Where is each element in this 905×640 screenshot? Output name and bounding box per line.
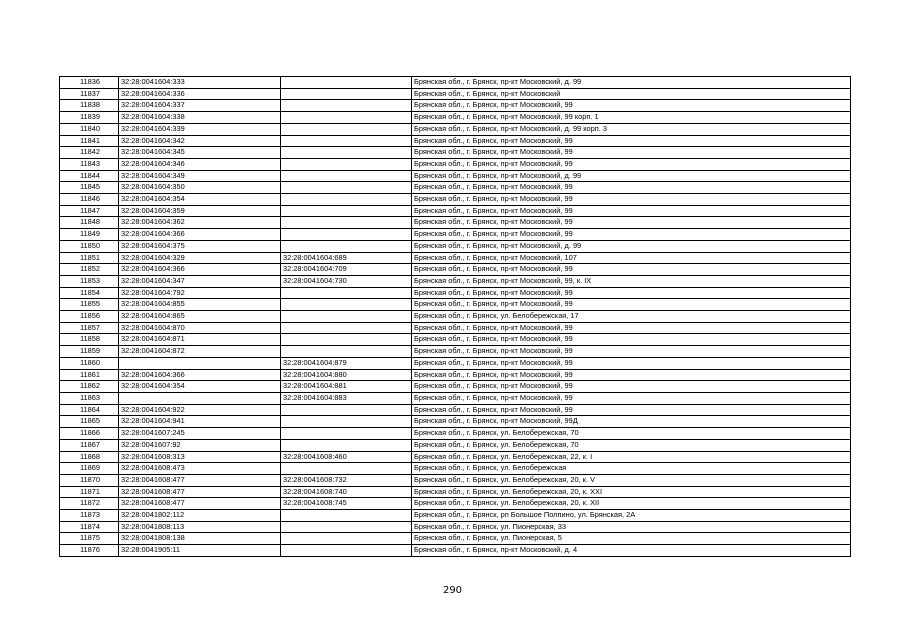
- related-cadastral-number-cell: 32:28:0041608:732: [281, 474, 412, 486]
- address-cell: Брянская обл., г. Брянск, пр-кт Московский, д. 99: [412, 77, 851, 89]
- row-number-cell: 11874: [60, 521, 119, 533]
- cadastral-number-cell: 32:28:0041604:922: [119, 404, 281, 416]
- cadastral-number-cell: 32:28:0041802:112: [119, 510, 281, 522]
- table-row: [60, 416, 851, 428]
- address-cell: Брянская обл., г. Брянск, ул. Белобережская, 20, к. V: [412, 474, 851, 486]
- cadastral-number-cell: 32:28:0041604:855: [119, 299, 281, 311]
- table-row: [60, 486, 851, 498]
- cadastral-number-cell: 32:28:0041604:366: [119, 264, 281, 276]
- cadastral-number-cell: 32:28:0041608:313: [119, 451, 281, 463]
- table-row: [60, 158, 851, 170]
- address-cell: Брянская обл., г. Брянск, пр-кт Московский, д. 99 корп. 3: [412, 123, 851, 135]
- table-row: [60, 322, 851, 334]
- row-number-cell: 11860: [60, 357, 119, 369]
- row-number-cell: 11876: [60, 545, 119, 557]
- row-number-cell: 11857: [60, 322, 119, 334]
- address-cell: Брянская обл., г. Брянск, пр-кт Московский, 99: [412, 381, 851, 393]
- table-row: [60, 498, 851, 510]
- table-row: [60, 77, 851, 89]
- related-cadastral-number-cell: [281, 334, 412, 346]
- table-row: [60, 240, 851, 252]
- table-row: [60, 334, 851, 346]
- address-cell: Брянская обл., г. Брянск, пр-кт Московский, 99, к. IX: [412, 275, 851, 287]
- row-number-cell: 11861: [60, 369, 119, 381]
- cadastral-number-cell: 32:28:0041604:339: [119, 123, 281, 135]
- cadastral-number-cell: 32:28:0041608:477: [119, 474, 281, 486]
- cadastral-number-cell: 32:28:0041808:113: [119, 521, 281, 533]
- address-cell: Брянская обл., г. Брянск, пр-кт Московский, 99: [412, 217, 851, 229]
- table-row: [60, 88, 851, 100]
- row-number-cell: 11837: [60, 88, 119, 100]
- row-number-cell: 11867: [60, 439, 119, 451]
- row-number-cell: 11849: [60, 229, 119, 241]
- related-cadastral-number-cell: [281, 217, 412, 229]
- cadastral-number-cell: 32:28:0041604:792: [119, 287, 281, 299]
- row-number-cell: 11845: [60, 182, 119, 194]
- related-cadastral-number-cell: [281, 416, 412, 428]
- table-row: [60, 229, 851, 241]
- row-number-cell: 11838: [60, 100, 119, 112]
- cadastral-number-cell: 32:28:0041604:870: [119, 322, 281, 334]
- row-number-cell: 11853: [60, 275, 119, 287]
- related-cadastral-number-cell: 32:28:0041604:879: [281, 357, 412, 369]
- row-number-cell: 11869: [60, 463, 119, 475]
- related-cadastral-number-cell: 32:28:0041604:880: [281, 369, 412, 381]
- related-cadastral-number-cell: 32:28:0041608:745: [281, 498, 412, 510]
- table-body: [60, 77, 851, 557]
- related-cadastral-number-cell: [281, 510, 412, 522]
- related-cadastral-number-cell: 32:28:0041604:883: [281, 392, 412, 404]
- table-row: [60, 346, 851, 358]
- table-row: [60, 170, 851, 182]
- row-number-cell: 11873: [60, 510, 119, 522]
- row-number-cell: 11870: [60, 474, 119, 486]
- related-cadastral-number-cell: 32:28:0041608:460: [281, 451, 412, 463]
- related-cadastral-number-cell: [281, 194, 412, 206]
- cadastral-number-cell: 32:28:0041604:337: [119, 100, 281, 112]
- table-row: [60, 357, 851, 369]
- row-number-cell: 11844: [60, 170, 119, 182]
- address-cell: Брянская обл., г. Брянск, пр-кт Московский, 99: [412, 194, 851, 206]
- table-row: [60, 521, 851, 533]
- row-number-cell: 11854: [60, 287, 119, 299]
- address-cell: Брянская обл., г. Брянск, ул. Белобережская, 22, к. I: [412, 451, 851, 463]
- address-cell: Брянская обл., г. Брянск, ул. Белобережская, 70: [412, 428, 851, 440]
- address-cell: Брянская обл., г. Брянск, пр-кт Московский, д. 99: [412, 240, 851, 252]
- row-number-cell: 11847: [60, 205, 119, 217]
- address-cell: Брянская обл., г. Брянск, пр-кт Московский, 99: [412, 147, 851, 159]
- address-cell: Брянская обл., г. Брянск, пр-кт Московский, 99: [412, 100, 851, 112]
- cadastral-number-cell: 32:28:0041604:871: [119, 334, 281, 346]
- address-cell: Брянская обл., г. Брянск, пр-кт Московский, 99: [412, 182, 851, 194]
- document-page: [59, 76, 851, 557]
- address-cell: Брянская обл., г. Брянск, пр-кт Московский, 99: [412, 158, 851, 170]
- row-number-cell: 11872: [60, 498, 119, 510]
- address-cell: Брянская обл., г. Брянск, пр-кт Московский, 99Д: [412, 416, 851, 428]
- related-cadastral-number-cell: [281, 170, 412, 182]
- related-cadastral-number-cell: [281, 88, 412, 100]
- table-row: [60, 381, 851, 393]
- table-row: [60, 135, 851, 147]
- table-row: [60, 369, 851, 381]
- cadastral-number-cell: 32:28:0041608:473: [119, 463, 281, 475]
- address-cell: Брянская обл., г. Брянск, ул. Белобережская, 70: [412, 439, 851, 451]
- table-row: [60, 510, 851, 522]
- table-row: [60, 451, 851, 463]
- related-cadastral-number-cell: [281, 346, 412, 358]
- row-number-cell: 11863: [60, 392, 119, 404]
- table-row: [60, 194, 851, 206]
- related-cadastral-number-cell: [281, 240, 412, 252]
- table-row: [60, 100, 851, 112]
- cadastral-number-cell: 32:28:0041604:865: [119, 311, 281, 323]
- related-cadastral-number-cell: [281, 533, 412, 545]
- cadastral-number-cell: 32:28:0041607:92: [119, 439, 281, 451]
- address-cell: Брянская обл., г. Брянск, пр-кт Московский, 99: [412, 287, 851, 299]
- row-number-cell: 11864: [60, 404, 119, 416]
- cadastral-number-cell: 32:28:0041905:11: [119, 545, 281, 557]
- cadastral-number-cell: 32:28:0041604:329: [119, 252, 281, 264]
- related-cadastral-number-cell: [281, 404, 412, 416]
- cadastral-number-cell: 32:28:0041604:362: [119, 217, 281, 229]
- row-number-cell: 11871: [60, 486, 119, 498]
- related-cadastral-number-cell: [281, 182, 412, 194]
- page-number: 290: [442, 585, 463, 596]
- address-cell: Брянская обл., г. Брянск, пр-кт Московский, 99: [412, 135, 851, 147]
- address-cell: Брянская обл., г. Брянск, пр-кт Московский, 99: [412, 404, 851, 416]
- related-cadastral-number-cell: [281, 229, 412, 241]
- cadastral-number-cell: 32:28:0041604:359: [119, 205, 281, 217]
- table-row: [60, 205, 851, 217]
- row-number-cell: 11842: [60, 147, 119, 159]
- cadastral-number-cell: 32:28:0041604:941: [119, 416, 281, 428]
- related-cadastral-number-cell: [281, 123, 412, 135]
- row-number-cell: 11843: [60, 158, 119, 170]
- cadastral-number-cell: 32:28:0041604:347: [119, 275, 281, 287]
- related-cadastral-number-cell: [281, 158, 412, 170]
- cadastral-number-cell: 32:28:0041604:349: [119, 170, 281, 182]
- row-number-cell: 11836: [60, 77, 119, 89]
- row-number-cell: 11875: [60, 533, 119, 545]
- address-cell: Брянская обл., г. Брянск, пр-кт Московский, 99 корп. 1: [412, 112, 851, 124]
- table-row: [60, 112, 851, 124]
- row-number-cell: 11846: [60, 194, 119, 206]
- table-row: [60, 545, 851, 557]
- address-cell: Брянская обл., г. Брянск, пр-кт Московский, 99: [412, 357, 851, 369]
- address-cell: Брянская обл., г. Брянск, ул. Пионерская, 33: [412, 521, 851, 533]
- cadastral-number-cell: 32:28:0041604:342: [119, 135, 281, 147]
- cadastral-register-table: [59, 76, 851, 557]
- table-row: [60, 533, 851, 545]
- related-cadastral-number-cell: 32:28:0041604:881: [281, 381, 412, 393]
- table-row: [60, 428, 851, 440]
- row-number-cell: 11865: [60, 416, 119, 428]
- address-cell: Брянская обл., г. Брянск, ул. Белобережская, 20, к. XXI: [412, 486, 851, 498]
- related-cadastral-number-cell: [281, 463, 412, 475]
- address-cell: Брянская обл., г. Брянск, пр-кт Московский: [412, 88, 851, 100]
- row-number-cell: 11858: [60, 334, 119, 346]
- address-cell: Брянская обл., г. Брянск, пр-кт Московский, 99: [412, 334, 851, 346]
- table-row: [60, 311, 851, 323]
- address-cell: Брянская обл., г. Брянск, пр-кт Московский, д. 99: [412, 170, 851, 182]
- related-cadastral-number-cell: [281, 147, 412, 159]
- address-cell: Брянская обл., г. Брянск, пр-кт Московский, 99: [412, 205, 851, 217]
- related-cadastral-number-cell: [281, 77, 412, 89]
- address-cell: Брянская обл., г. Брянск, ул. Белобережская, 17: [412, 311, 851, 323]
- row-number-cell: 11852: [60, 264, 119, 276]
- related-cadastral-number-cell: [281, 545, 412, 557]
- cadastral-number-cell: 32:28:0041604:338: [119, 112, 281, 124]
- related-cadastral-number-cell: 32:28:0041604:730: [281, 275, 412, 287]
- address-cell: Брянская обл., г. Брянск, пр-кт Московский, 99: [412, 369, 851, 381]
- related-cadastral-number-cell: [281, 322, 412, 334]
- row-number-cell: 11855: [60, 299, 119, 311]
- related-cadastral-number-cell: [281, 439, 412, 451]
- cadastral-number-cell: 32:28:0041604:350: [119, 182, 281, 194]
- cadastral-number-cell: 32:28:0041808:138: [119, 533, 281, 545]
- row-number-cell: 11839: [60, 112, 119, 124]
- cadastral-number-cell: 32:28:0041604:354: [119, 381, 281, 393]
- address-cell: Брянская обл., г. Брянск, пр-кт Московский, 107: [412, 252, 851, 264]
- cadastral-number-cell: 32:28:0041604:354: [119, 194, 281, 206]
- table-row: [60, 287, 851, 299]
- related-cadastral-number-cell: [281, 521, 412, 533]
- cadastral-number-cell: 32:28:0041604:366: [119, 229, 281, 241]
- cadastral-number-cell: 32:28:0041608:477: [119, 498, 281, 510]
- row-number-cell: 11862: [60, 381, 119, 393]
- related-cadastral-number-cell: [281, 299, 412, 311]
- related-cadastral-number-cell: 32:28:0041608:740: [281, 486, 412, 498]
- table-row: [60, 147, 851, 159]
- address-cell: Брянская обл., г. Брянск, пр-кт Московский, 99: [412, 229, 851, 241]
- cadastral-number-cell: 32:28:0041604:345: [119, 147, 281, 159]
- address-cell: Брянская обл., г. Брянск, пр-кт Московский, 99: [412, 264, 851, 276]
- address-cell: Брянская обл., г. Брянск, пр-кт Московский, 99: [412, 392, 851, 404]
- address-cell: Брянская обл., г. Брянск, ул. Белобережская, 20, к. XII: [412, 498, 851, 510]
- row-number-cell: 11840: [60, 123, 119, 135]
- cadastral-number-cell: [119, 357, 281, 369]
- table-row: [60, 404, 851, 416]
- table-row: [60, 392, 851, 404]
- table-row: [60, 182, 851, 194]
- table-row: [60, 252, 851, 264]
- address-cell: Брянская обл., г. Брянск, ул. Пионерская, 5: [412, 533, 851, 545]
- row-number-cell: 11866: [60, 428, 119, 440]
- row-number-cell: 11850: [60, 240, 119, 252]
- row-number-cell: 11848: [60, 217, 119, 229]
- table-row: [60, 275, 851, 287]
- table-row: [60, 474, 851, 486]
- table-row: [60, 217, 851, 229]
- related-cadastral-number-cell: [281, 287, 412, 299]
- address-cell: Брянская обл., г. Брянск, пр-кт Московский, 99: [412, 299, 851, 311]
- related-cadastral-number-cell: [281, 112, 412, 124]
- related-cadastral-number-cell: 32:28:0041604:689: [281, 252, 412, 264]
- cadastral-number-cell: 32:28:0041604:375: [119, 240, 281, 252]
- cadastral-number-cell: 32:28:0041607:245: [119, 428, 281, 440]
- row-number-cell: 11851: [60, 252, 119, 264]
- table-row: [60, 264, 851, 276]
- address-cell: Брянская обл., г. Брянск, рп Большое Полпино, ул. Брянская, 2А: [412, 510, 851, 522]
- address-cell: Брянская обл., г. Брянск, ул. Белобережская: [412, 463, 851, 475]
- cadastral-number-cell: 32:28:0041608:477: [119, 486, 281, 498]
- related-cadastral-number-cell: [281, 428, 412, 440]
- row-number-cell: 11841: [60, 135, 119, 147]
- related-cadastral-number-cell: 32:28:0041604:709: [281, 264, 412, 276]
- table-row: [60, 463, 851, 475]
- cadastral-number-cell: 32:28:0041604:346: [119, 158, 281, 170]
- cadastral-number-cell: 32:28:0041604:336: [119, 88, 281, 100]
- cadastral-number-cell: 32:28:0041604:366: [119, 369, 281, 381]
- table-row: [60, 123, 851, 135]
- cadastral-number-cell: [119, 392, 281, 404]
- address-cell: Брянская обл., г. Брянск, пр-кт Московский, д. 4: [412, 545, 851, 557]
- related-cadastral-number-cell: [281, 100, 412, 112]
- related-cadastral-number-cell: [281, 205, 412, 217]
- table-row: [60, 439, 851, 451]
- cadastral-number-cell: 32:28:0041604:872: [119, 346, 281, 358]
- address-cell: Брянская обл., г. Брянск, пр-кт Московский, 99: [412, 322, 851, 334]
- row-number-cell: 11868: [60, 451, 119, 463]
- row-number-cell: 11859: [60, 346, 119, 358]
- row-number-cell: 11856: [60, 311, 119, 323]
- cadastral-number-cell: 32:28:0041604:333: [119, 77, 281, 89]
- table-row: [60, 299, 851, 311]
- related-cadastral-number-cell: [281, 311, 412, 323]
- related-cadastral-number-cell: [281, 135, 412, 147]
- address-cell: Брянская обл., г. Брянск, пр-кт Московский, 99: [412, 346, 851, 358]
